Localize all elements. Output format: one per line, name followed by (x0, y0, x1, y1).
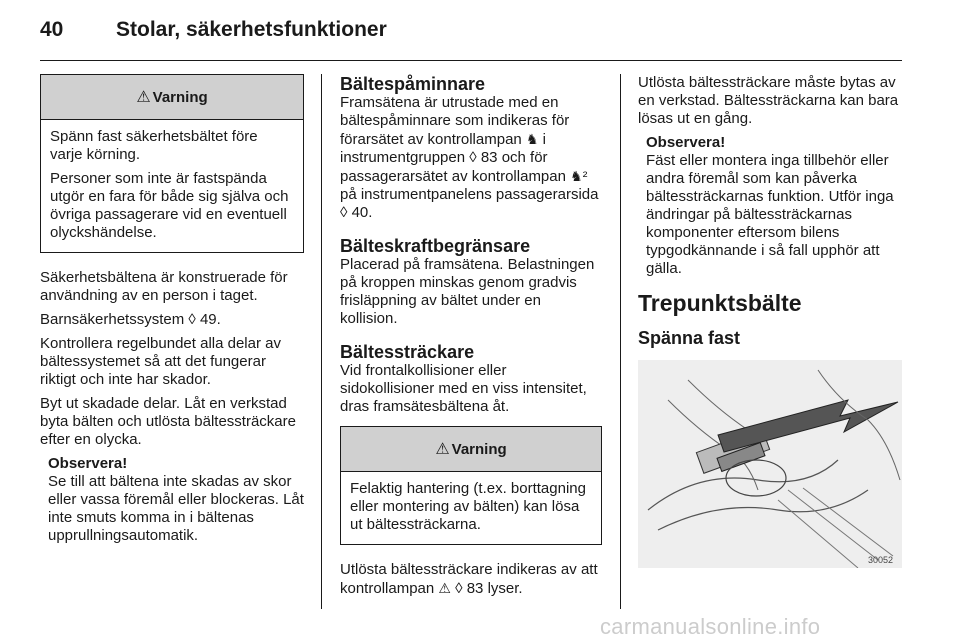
reminder-text (340, 94, 602, 222)
sub-title: Spänna fast (638, 328, 741, 348)
figure-number: 30052 (868, 555, 894, 565)
warning-triangle-icon: ⚠ (136, 89, 151, 106)
column-2 (340, 74, 602, 604)
note-text: Fäst eller montera inga tillbehör eller andra föremål som kan påverka bältessträckarnas funktion. Utför inga ändringar på bältessträckarnas komponenter eftersom bilens typgodkännande i så fall upphör att gälla. (646, 152, 894, 277)
note-1 (40, 455, 304, 545)
reference-arrow-icon: ◊ (469, 149, 477, 166)
limiter-text: Placerad på framsätena. Belastningen på kroppen minskas genom gradvis frisläppning av bältet under en kollision. (340, 256, 595, 327)
note-2 (638, 134, 904, 278)
note-title: Observera! (646, 134, 726, 151)
page-header (40, 18, 920, 58)
warning-text: Spänn fast säkerhetsbältet före varje körning. (50, 128, 258, 163)
column-1 (40, 74, 304, 545)
warning-box-2 (340, 426, 602, 545)
text-span: 83 lyser. (466, 580, 523, 597)
reference-arrow-icon: ◊ (455, 580, 463, 597)
page-number: 40 (40, 18, 64, 41)
page-title: Stolar, säkerhetsfunktioner (116, 18, 387, 41)
section-heading-limiter: Bälteskraftbegränsare (340, 236, 531, 256)
column-3 (638, 74, 904, 348)
warning-body (341, 472, 601, 544)
warning-text: Personer som inte är fastspända utgör en fara för både sig själva och övriga passagerare vid en eventuell olyckshändelse. (50, 170, 289, 241)
warning-header (341, 427, 601, 472)
warning-box-1 (40, 74, 304, 253)
warning-header (41, 75, 303, 120)
warning-body (41, 120, 303, 252)
text-span: 40. (351, 204, 373, 221)
intro-text: Utlösta bältessträckare måste bytas av en verkstad. Bältessträckarna kan bara lösas ut en gång. (638, 74, 899, 127)
text-span: Framsätena är utrustade med en bältespåminnare som indikeras för förarsätet av kontrollampan (340, 94, 570, 148)
paragraph: Byt ut skadade delar. Låt en verkstad byta bälten och utlösta bältessträckare efter en olycka. (40, 395, 296, 448)
watermark: carmanualsonline.info (600, 614, 821, 639)
column-divider-2 (620, 74, 621, 609)
note-text: Se till att bältena inte skadas av skor eller vassa föremål eller blockeras. Låt inte smuts komma in i bältenas upprullningsautomatik. (48, 473, 304, 544)
section-heading-reminder: Bältespåminnare (340, 74, 486, 94)
paragraph: Säkerhetsbältena är konstruerade för användning av en person i taget. (40, 269, 288, 304)
text-span: i instrumentgruppen (340, 131, 547, 166)
warning-text: Felaktig hantering (t.ex. borttagning eller montering av bälten) kan lösa ut bältessträckarna. (350, 480, 586, 533)
text-span: på instrumentpanelens passagerarsida (340, 186, 599, 203)
tensioner-text: Vid frontalkollisioner eller sidokollisioner med en viss intensitet, dras framsätesbältena åt. (340, 362, 587, 415)
warning-triangle-icon: ⚠ (435, 441, 450, 458)
seatbelt-illustration (638, 360, 902, 568)
column-divider-1 (321, 74, 322, 609)
warning-title: Varning (451, 440, 507, 458)
header-rule (40, 60, 902, 61)
section-title: Trepunktsbälte (638, 290, 802, 316)
final-text (340, 561, 602, 598)
paragraph: Barnsäkerhetssystem ◊ 49. (40, 311, 221, 328)
text-span: Utlösta bältessträckare indikeras av att kontrollampan (340, 561, 598, 597)
section-heading-tensioner: Bältessträckare (340, 342, 475, 362)
airbag-tensioner-icon: ⚠ (438, 580, 451, 596)
passenger-seatbelt-icon: ♞² (570, 168, 588, 184)
paragraph: Kontrollera regelbundet alla delar av bältessystemet så att det fungerar riktigt och inte har skador. (40, 335, 281, 388)
warning-title: Varning (152, 88, 208, 106)
text-span: 83 och för passagerarsätet av kontrollampan (340, 149, 566, 185)
note-title: Observera! (48, 455, 128, 472)
reference-arrow-icon: ◊ (340, 204, 348, 221)
seatbelt-reminder-icon: ♞ (525, 131, 539, 147)
